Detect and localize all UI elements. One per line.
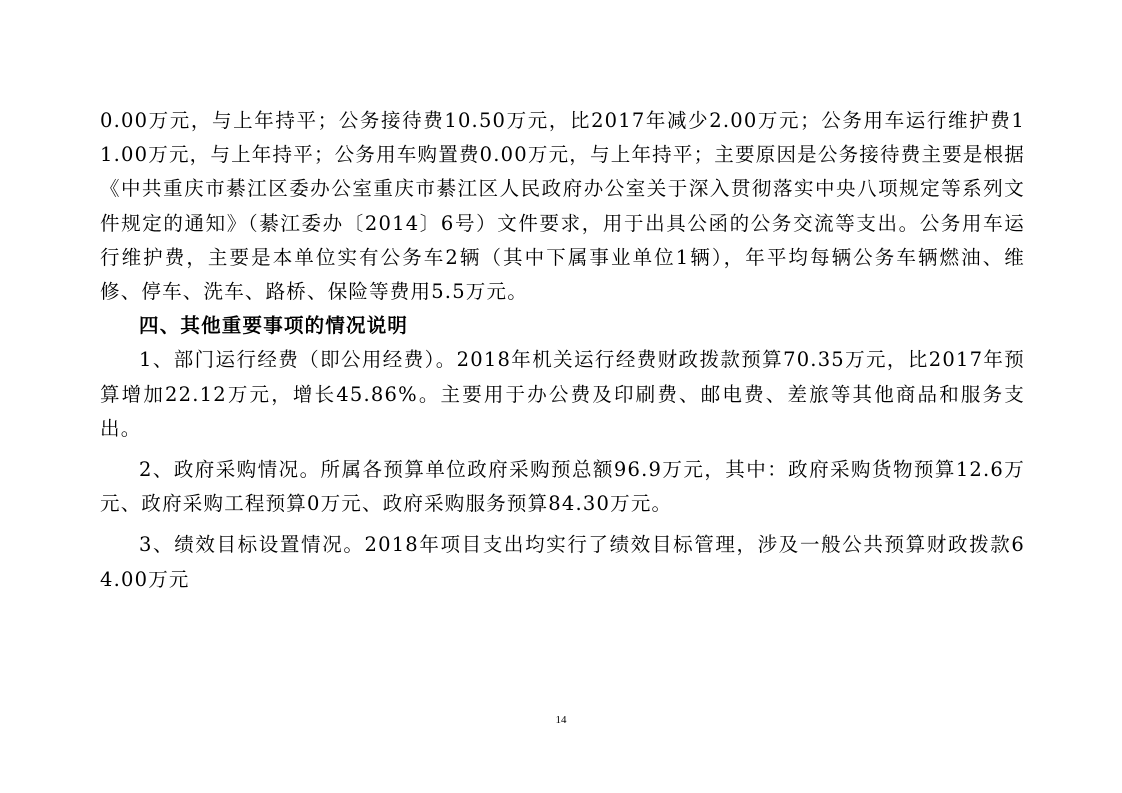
paragraph-performance-targets: 3、绩效目标设置情况。2018年项目支出均实行了绩效目标管理，涉及一般公共预算财政拨款64.00万元 — [100, 533, 1025, 591]
paragraph-spacer — [100, 446, 1025, 453]
section-heading-other-matters: 四、其他重要事项的情况说明 — [139, 314, 409, 338]
paragraph-government-procurement: 2、政府采购情况。所属各预算单位政府采购预总额96.9万元，其中：政府采购货物预算12.6万元、政府采购工程预算0万元、政府采购服务预算84.30万元。 — [100, 458, 1025, 516]
paragraph-operating-expenses: 1、部门运行经费（即公用经费）。2018年机关运行经费财政拨款预算70.35万元，比2017年预算增加22.12万元，增长45.86%。主要用于办公费及印刷费、邮电费、差旅等其他商品和服务支出。 — [100, 348, 1025, 440]
paragraph-reception-vehicle-expenses: 0.00万元，与上年持平；公务接待费10.50万元，比2017年减少2.00万元；公务用车运行维护费11.00万元，与上年持平；公务用车购置费0.00万元，与上年持平；主要原因是公务接待费主要是根据《中共重庆市綦江区委办公室重庆市綦江区人民政府办公室关于深入贯彻落实中央八项规定等系列文件规定的通知》（綦江委办〔2014〕6号）文件要求，用于出具公函的公务交流等支出。公务用车运行维护费，主要是本单位实有公务车2辆（其中下属事业单位1辆），年平均每辆公务车辆燃油、维修、停车、洗车、路桥、保险等费用5.5万元。 — [100, 109, 1025, 304]
document-body — [100, 104, 1025, 597]
page-number: 14 — [555, 714, 567, 726]
paragraph-spacer — [100, 521, 1025, 528]
